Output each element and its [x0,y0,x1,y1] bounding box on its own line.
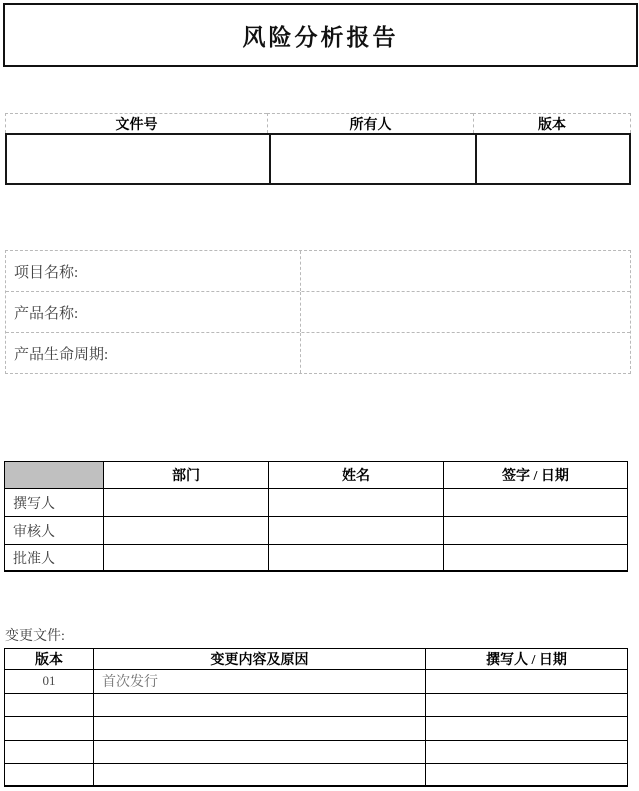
change-version-cell[interactable] [4,763,93,787]
change-author-date-header: 撰写人 / 日期 [425,648,628,669]
reviewer-role-label: 审核人 [4,516,103,544]
change-author-date-cell[interactable] [425,693,628,717]
owner-header: 所有人 [267,113,473,133]
version-value-cell[interactable] [475,135,633,183]
change-version-cell[interactable] [4,740,93,764]
change-version-cell[interactable] [4,716,93,740]
approver-name-cell[interactable] [268,544,443,572]
change-row [4,763,628,787]
change-header-row [4,648,628,669]
signature-header-row [4,461,628,488]
product-name-label: 产品名称: [14,305,79,322]
project-name-label: 项目名称: [14,264,79,281]
author-department-cell[interactable] [103,488,268,516]
doc-number-value-cell[interactable] [7,135,269,183]
signature-corner-cell [4,461,103,488]
owner-value-cell[interactable] [269,135,475,183]
report-title-box [3,3,638,67]
name-header: 姓名 [268,461,443,488]
change-row [4,740,628,764]
change-version-cell[interactable] [4,693,93,717]
document-meta-header-row [5,113,631,133]
doc-number-header: 文件号 [5,113,267,133]
change-content-cell[interactable]: 首次发行 [93,669,425,693]
change-content-header: 变更内容及原因 [93,648,425,669]
change-row [4,716,628,740]
change-content-cell[interactable] [93,740,425,764]
project-name-value-cell[interactable] [300,251,630,291]
reviewer-signature-cell[interactable] [443,516,628,544]
change-content-cell[interactable] [93,693,425,717]
change-history-table [4,648,628,787]
project-name-row [6,251,630,291]
approver-signature-cell[interactable] [443,544,628,572]
change-row [4,669,628,693]
change-documents-label: 变更文件: [5,629,65,644]
change-content-cell[interactable] [93,716,425,740]
author-signature-cell[interactable] [443,488,628,516]
signature-date-header: 签字 / 日期 [443,461,628,488]
author-name-cell[interactable] [268,488,443,516]
change-author-date-cell[interactable] [425,669,628,693]
change-author-date-cell[interactable] [425,716,628,740]
author-role-label: 撰写人 [4,488,103,516]
report-title: 风险分析报告 [242,24,399,50]
approver-department-cell[interactable] [103,544,268,572]
product-name-value-cell[interactable] [300,292,630,332]
change-author-date-cell[interactable] [425,763,628,787]
approver-row [4,544,628,572]
product-lifecycle-row [6,332,630,373]
product-lifecycle-value-cell[interactable] [300,333,630,373]
reviewer-name-cell[interactable] [268,516,443,544]
change-content-cell[interactable] [93,763,425,787]
reviewer-row [4,516,628,544]
product-name-row [6,291,630,332]
change-version-cell[interactable]: 01 [4,669,93,693]
signature-table [4,461,628,572]
version-header: 版本 [473,113,631,133]
document-meta-table [5,113,631,185]
change-version-header: 版本 [4,648,93,669]
reviewer-department-cell[interactable] [103,516,268,544]
change-row [4,693,628,717]
document-meta-value-row [5,133,631,185]
author-row [4,488,628,516]
project-info-table [5,250,631,374]
change-author-date-cell[interactable] [425,740,628,764]
department-header: 部门 [103,461,268,488]
product-lifecycle-label: 产品生命周期: [14,346,109,363]
approver-role-label: 批准人 [4,544,103,572]
